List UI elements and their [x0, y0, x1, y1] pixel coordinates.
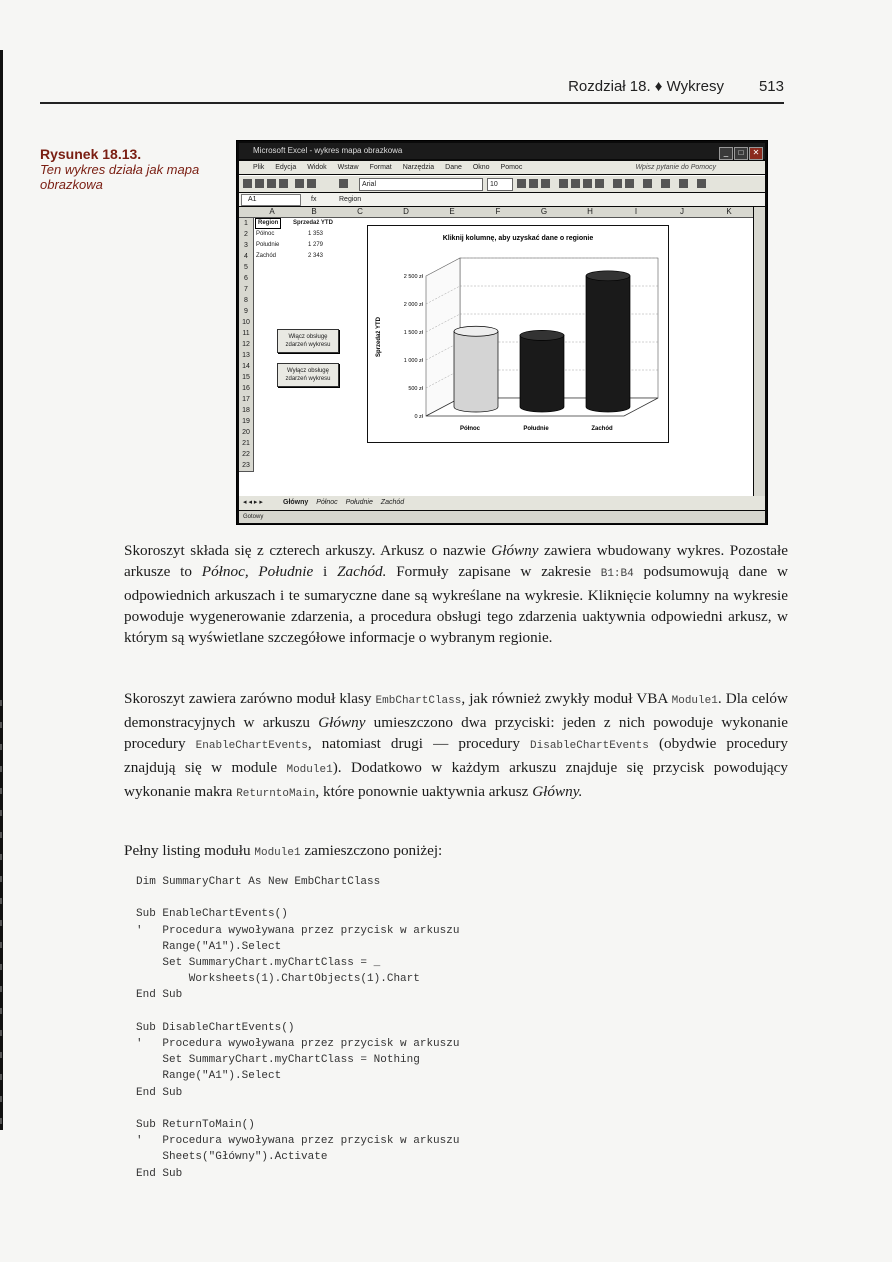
figure-label: Rysunek 18.13.	[40, 146, 142, 162]
sheet-nav-arrows[interactable]: ◂ ◂ ▸ ▸	[243, 499, 263, 506]
sheet-tabs-bar	[239, 496, 765, 510]
menu-item-file[interactable]: Plik	[253, 164, 265, 171]
x-tick-label: Północ	[459, 426, 481, 432]
fx-icon[interactable]: fx	[311, 196, 317, 203]
minimize-icon[interactable]: _	[719, 147, 733, 160]
y-tick-label: 2 500 zł	[403, 274, 423, 280]
x-tick-label: Południe	[523, 426, 549, 432]
vertical-scrollbar[interactable]	[754, 207, 765, 496]
text-run: Główny	[318, 714, 366, 731]
font-color-icon[interactable]	[697, 179, 706, 188]
open-icon[interactable]	[255, 179, 264, 188]
column-header[interactable]: B	[291, 207, 338, 218]
bar-cylinder-top[interactable]	[454, 326, 498, 336]
text-run: , natomiast drugi — procedury	[307, 735, 531, 752]
row-header[interactable]: 10	[239, 317, 254, 329]
text-run: podsumowują dane w odpowiednich arkuszach i te sumaryczne dane są wykreślane na wykresie. Kliknięcie kolumny na wykresie powoduje wygenerowanie zdarzenia, a procedura obsługi tego zdarzenia uaktywnia odpowiedni arkusz, w którym są wyświetlane szczegółowe informacje o wybranym regionie.	[124, 563, 788, 646]
chart-title: Kliknij kolumnę, aby uzyskać dane o regionie	[442, 235, 594, 242]
row-header[interactable]: 7	[239, 284, 254, 296]
cell-b1[interactable]: Sprzedaż YTD	[293, 220, 333, 226]
text-run: , jak również zwykły moduł VBA	[461, 690, 672, 707]
table-cell[interactable]: 1 279	[307, 242, 323, 248]
table-cell[interactable]: Północ	[256, 231, 275, 237]
row-header[interactable]: 3	[239, 240, 254, 252]
column-header[interactable]: A	[253, 207, 292, 218]
column-header[interactable]: H	[567, 207, 614, 218]
column-header[interactable]: F	[475, 207, 522, 218]
row-header[interactable]: 23	[239, 460, 254, 472]
chart-bar-2[interactable]	[586, 271, 630, 412]
sheet-tab-poludnie[interactable]: Południe	[345, 499, 373, 506]
table-cell[interactable]: Zachód	[256, 253, 277, 259]
font-name-select[interactable]: Arial	[359, 178, 483, 191]
text-run: ). Dodatkowo w każdym arkuszu znajduje się przycisk powodujący wykonanie makra	[124, 759, 788, 800]
column-header[interactable]: I	[613, 207, 660, 218]
text-run: zawiera wbudowany wykres. Pozostałe arkusze to	[124, 542, 788, 580]
new-icon[interactable]	[243, 179, 252, 188]
code-inline: EnableChartEvents	[195, 740, 308, 752]
excel-toolbar	[239, 175, 765, 192]
row-header[interactable]: 20	[239, 427, 254, 439]
sheet-tab-zachod[interactable]: Zachód	[380, 499, 405, 506]
table-cell[interactable]: Południe	[256, 242, 280, 248]
text-run: i	[313, 563, 338, 580]
row-header[interactable]: 22	[239, 449, 254, 461]
column-header[interactable]: E	[429, 207, 476, 218]
menu-item-data[interactable]: Dane	[445, 164, 462, 171]
row-header[interactable]: 4	[239, 251, 254, 263]
font-size-select[interactable]: 10	[487, 178, 513, 191]
figure-caption-text: Ten wykres działa jak mapa obrazkowa	[40, 162, 200, 192]
chapter-title: Rozdział 18. ♦ Wykresy	[568, 78, 724, 95]
chart-wizard-icon[interactable]	[307, 179, 316, 188]
bar-cylinder-body[interactable]	[520, 335, 564, 412]
excel-title-bar	[239, 143, 765, 159]
header-rule	[40, 102, 784, 104]
excel-title-text: Microsoft Excel - wykres mapa obrazkowa	[253, 146, 403, 155]
align-center-icon[interactable]	[571, 179, 580, 188]
menu-item-help[interactable]: Pomoc	[500, 164, 523, 171]
row-header[interactable]: 1	[239, 218, 254, 230]
y-tick-label: 500 zł	[408, 386, 423, 392]
formula-value[interactable]: Region	[339, 196, 362, 203]
sheet-tab-glowny[interactable]: Główny	[283, 499, 309, 506]
help-icon[interactable]	[339, 179, 348, 188]
chart-bar-1[interactable]	[520, 330, 564, 412]
menu-item-edit[interactable]: Edycja	[275, 164, 297, 171]
save-icon[interactable]	[267, 179, 276, 188]
row-header[interactable]: 19	[239, 416, 254, 428]
column-header[interactable]: D	[383, 207, 430, 218]
borders-icon[interactable]	[661, 179, 670, 188]
y-tick-label: 1 500 zł	[403, 330, 423, 336]
listing-intro	[124, 842, 442, 860]
cell-a1[interactable]: Region	[255, 218, 281, 229]
chart-svg[interactable]	[368, 226, 668, 442]
row-header[interactable]: 16	[239, 383, 254, 395]
text-run: Skoroszyt składa się z czterech arkuszy. Arkusz o nazwie	[124, 542, 492, 559]
text-run: Północ, Południe	[201, 563, 314, 580]
text-run: Formuły zapisane w zakresie	[386, 563, 601, 580]
select-all-corner[interactable]	[239, 207, 254, 218]
name-box[interactable]: A1	[241, 194, 301, 206]
fill-color-icon[interactable]	[679, 179, 688, 188]
code-inline: Module1	[254, 847, 301, 859]
embedded-chart[interactable]	[367, 225, 669, 443]
formula-bar	[239, 193, 765, 206]
row-header[interactable]: 17	[239, 394, 254, 406]
text-run: , które ponownie uaktywnia arkusz	[315, 783, 533, 800]
row-header[interactable]: 11	[239, 328, 254, 340]
restore-icon[interactable]: □	[734, 147, 748, 160]
row-header[interactable]: 9	[239, 306, 254, 318]
align-right-icon[interactable]	[583, 179, 592, 188]
paragraph-1	[124, 540, 788, 648]
row-header[interactable]: 13	[239, 350, 254, 362]
column-header[interactable]: G	[521, 207, 568, 218]
excel-menu-bar	[239, 161, 765, 174]
disable-events-button[interactable]: Wyłącz obsługę zdarzeń wykresu	[277, 363, 339, 387]
text-run: . Dla celów demonstracyjnych w arkuszu	[124, 690, 788, 731]
italic-icon[interactable]	[529, 179, 538, 188]
code-listing: Dim SummaryChart As New EmbChartClass Sub EnableChartEvents() ' Procedura wywoływana przez przycisk w arkuszu Range("A1").Select Set SummaryChart.myChartClass = _ Worksheets(1).ChartObjects(1).Chart End Sub Sub DisableChartEvents() ' Procedura wywoływana przez przycisk w arkuszu Set SummaryChart.myChartClass = Nothing Range("A1").Select End Sub Sub ReturnToMain() ' Procedura wywoływana przez przycisk w arkuszu Sheets("Główny").Activate End Sub	[136, 876, 460, 1180]
status-bar: Gotowy	[239, 511, 765, 523]
x-tick-label: Zachód	[591, 426, 613, 432]
enable-events-button[interactable]: Włącz obsługę zdarzeń wykresu	[277, 329, 339, 353]
merge-icon[interactable]	[595, 179, 604, 188]
running-header	[40, 76, 784, 102]
row-header[interactable]: 21	[239, 438, 254, 450]
text-run: (obydwie procedury znajdują się w module	[124, 735, 788, 776]
sheet-tab-polnoc[interactable]: Północ	[316, 499, 338, 506]
y-tick-label: 0 zł	[414, 414, 423, 420]
print-icon[interactable]	[279, 179, 288, 188]
text-run: zamieszczono poniżej:	[300, 842, 443, 859]
bar-cylinder-body[interactable]	[586, 276, 630, 412]
y-axis-label: Sprzedaż YTD	[376, 317, 382, 357]
text-run: Zachód.	[337, 563, 387, 580]
indent-icon[interactable]	[643, 179, 652, 188]
figure-caption	[40, 146, 220, 192]
table-cell[interactable]: 1 353	[307, 231, 323, 237]
close-icon[interactable]: ✕	[749, 147, 763, 160]
help-question-box[interactable]: Wpisz pytanie do Pomocy	[635, 164, 716, 171]
percent-icon[interactable]	[625, 179, 634, 188]
code-inline: DisableChartEvents	[530, 740, 649, 752]
row-header[interactable]: 5	[239, 262, 254, 274]
menu-item-tools[interactable]: Narzędzia	[402, 164, 435, 171]
text-run: umieszczono dwa przyciski: jeden z nich powoduje wykonanie procedury	[124, 714, 788, 752]
code-inline: EmbChartClass	[375, 695, 462, 707]
code-inline: Module1	[671, 695, 718, 707]
undo-icon[interactable]	[295, 179, 304, 188]
menu-item-format[interactable]: Format	[369, 164, 392, 171]
align-left-icon[interactable]	[559, 179, 568, 188]
menu-item-window[interactable]: Okno	[472, 164, 490, 171]
excel-window	[236, 140, 768, 525]
worksheet-grid[interactable]	[239, 207, 753, 496]
row-header[interactable]: 14	[239, 361, 254, 373]
row-header[interactable]: 8	[239, 295, 254, 307]
bold-icon[interactable]	[517, 179, 526, 188]
row-header[interactable]: 2	[239, 229, 254, 241]
text-run: Główny.	[532, 783, 583, 800]
underline-icon[interactable]	[541, 179, 550, 188]
scan-edge-marks	[0, 700, 2, 1140]
currency-icon[interactable]	[613, 179, 622, 188]
column-header[interactable]: C	[337, 207, 384, 218]
code-inline: ReturntoMain	[236, 788, 316, 800]
bar-cylinder-top[interactable]	[586, 271, 630, 281]
menu-item-insert[interactable]: Wstaw	[337, 164, 359, 171]
paragraph-2	[124, 688, 788, 805]
row-header[interactable]: 15	[239, 372, 254, 384]
bar-cylinder-top[interactable]	[520, 330, 564, 340]
menu-item-view[interactable]: Widok	[307, 164, 327, 171]
chart-bar-0[interactable]	[454, 326, 498, 412]
bar-cylinder-body[interactable]	[454, 331, 498, 412]
row-header[interactable]: 12	[239, 339, 254, 351]
page-number: 513	[758, 78, 784, 95]
column-header[interactable]: K	[705, 207, 753, 218]
row-header[interactable]: 6	[239, 273, 254, 285]
y-tick-label: 2 000 zł	[403, 302, 423, 308]
code-inline: B1:B4	[600, 568, 634, 580]
y-tick-label: 1 000 zł	[403, 358, 423, 364]
text-run: Pełny listing modułu	[124, 842, 255, 859]
text-run: Główny	[491, 542, 539, 559]
code-inline: Module1	[286, 764, 333, 776]
row-header[interactable]: 18	[239, 405, 254, 417]
text-run: Skoroszyt zawiera zarówno moduł klasy	[124, 690, 376, 707]
column-header[interactable]: J	[659, 207, 706, 218]
table-cell[interactable]: 2 343	[307, 253, 323, 259]
